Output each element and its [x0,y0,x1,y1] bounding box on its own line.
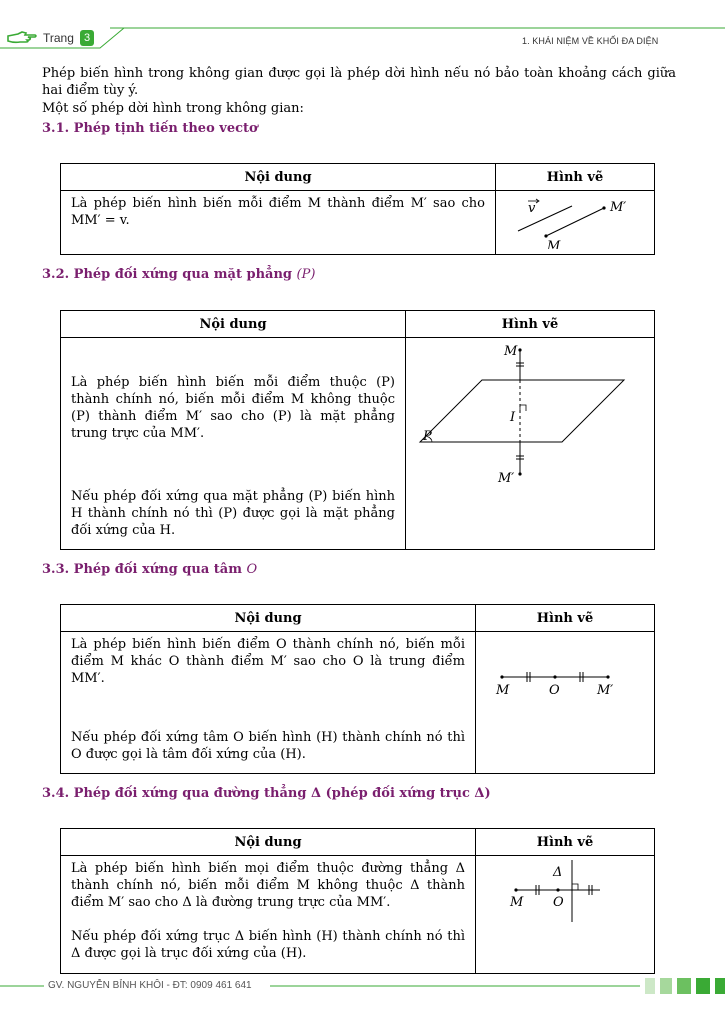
title-text: 3.3. Phép đối xứng qua tâm [42,562,242,577]
point-o-label: O [553,895,564,910]
col-header-content: Nội dung [61,829,476,856]
figure-cell [406,338,655,550]
section-title-3-1: 3.1. Phép tịnh tiến theo vectơ [42,121,258,136]
content-text: Là phép biến hình biến mỗi điểm M thành điểm M′ sao cho MM′ = v. [71,196,485,228]
content-text: Nếu phép đối xứng tâm O biến hình (H) thành chính nó thì O được gọi là tâm đối xứng của (H). [71,730,465,762]
plane-reflection-figure [406,338,633,544]
table-3-1 [60,163,655,255]
section-title-3-4: 3.4. Phép đối xứng qua đường thẳng Δ (phép đối xứng trục Δ) [42,786,491,801]
axis-delta-label: Δ [553,865,563,880]
center-symmetry-figure [476,632,634,768]
col-header-figure: Hình vẽ [476,605,655,632]
content-cell [61,856,476,974]
col-header-figure: Hình vẽ [476,829,655,856]
table-3-3 [60,604,655,774]
vector-v-label: v [528,201,536,216]
page-label: Trang [43,31,74,45]
page-number-badge: 3 [80,30,94,46]
content-cell [61,632,476,774]
chapter-title: 1. KHÁI NIỆM VỀ KHỐI ĐA DIỆN [522,36,659,46]
point-m-label: M [510,895,524,910]
point-m-label: M [547,239,561,249]
point-i-label: I [510,410,516,425]
content-text: Là phép biến hình biến mỗi điểm thuộc (P) thành chính nó, biến mỗi điểm M không thuộc (P) thành điểm M′ sao cho (P) là mặt phẳng trung trực của MM′. [71,375,395,441]
content-cell [61,338,406,550]
section-title-3-3 [42,562,257,577]
col-header-figure: Hình vẽ [406,311,655,338]
point-m-label: M [496,683,510,698]
intro-paragraph: Phép biến hình trong không gian được gọi là phép dời hình nếu nó bảo toàn khoảng cách giữa hai điểm tùy ý. [42,66,676,98]
hand-pointer-icon [6,30,38,50]
intro-line: Một số phép dời hình trong không gian: [42,101,304,116]
content-text: Là phép biến hình biến mọi điểm thuộc đường thẳng Δ thành chính nó, biến mỗi điểm M không thuộc Δ thành điểm M′ sao cho Δ là đường trung trực của MM′. [71,861,465,910]
axis-symmetry-figure [476,856,634,968]
point-o-label: O [549,683,560,698]
col-header-content: Nội dung [61,605,476,632]
point-mprime-label: M′ [597,683,614,698]
table-3-4 [60,828,655,974]
title-text: 3.2. Phép đối xứng qua mặt phẳng [42,267,292,282]
figure-cell [496,191,655,255]
content-cell [61,191,496,255]
figure-cell [476,856,655,974]
col-header-figure: Hình vẽ [496,164,655,191]
figure-cell [476,632,655,774]
content-text: Là phép biến hình biến điểm O thành chính nó, biến mỗi điểm M khác O thành điểm M′ sao cho O là trung điểm MM′. [71,637,465,686]
footer-author: GV. NGUYỄN BỈNH KHÔI - ĐT: 0909 461 641 [48,980,252,991]
point-mprime-label: M′ [498,471,515,486]
table-3-2 [60,310,655,550]
content-text: Nếu phép đối xứng trục Δ biến hình (H) thành chính nó thì Δ được gọi là trục đối xứng của (H). [71,929,465,961]
plane-p-label: P [423,429,432,444]
col-header-content: Nội dung [61,164,496,191]
title-var: (P) [296,267,316,282]
section-title-3-2 [42,267,315,282]
point-mprime-label: M′ [610,200,627,215]
content-text: Nếu phép đối xứng qua mặt phẳng (P) biến hình H thành chính nó thì (P) được gọi là mặt phẳng đối xứng của H. [71,489,395,538]
translation-figure [496,191,654,249]
title-var: O [246,562,258,577]
col-header-content: Nội dung [61,311,406,338]
point-m-label: M [504,344,518,359]
